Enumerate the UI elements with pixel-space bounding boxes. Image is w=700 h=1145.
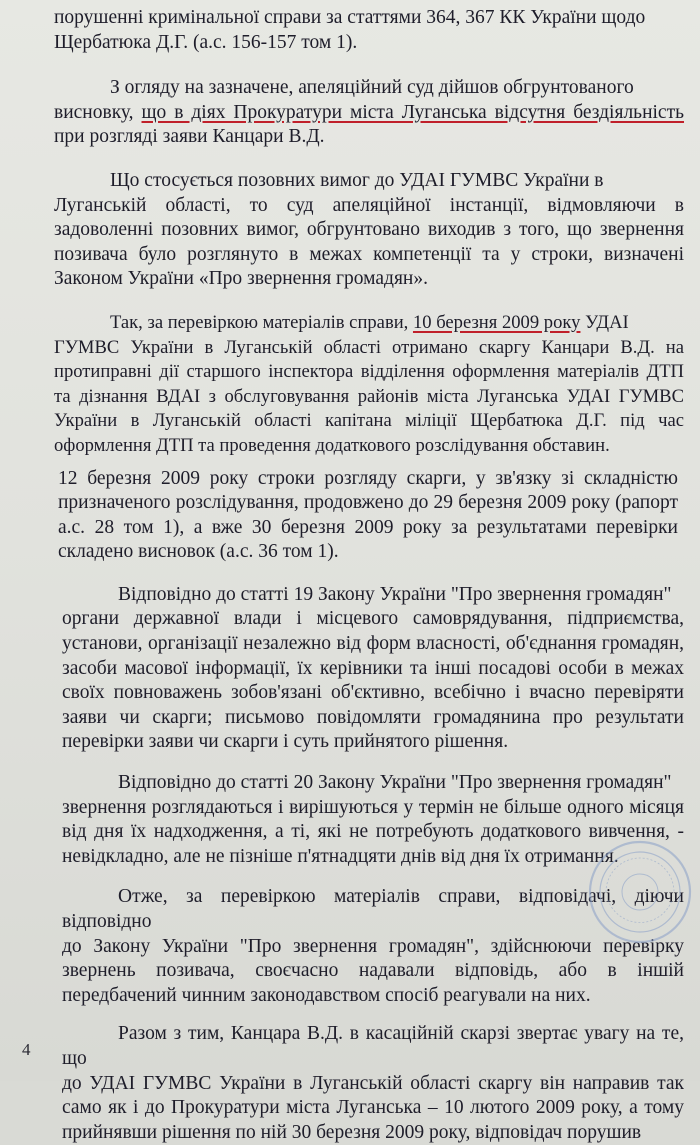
paragraph-body: до УДАІ ГУМВС України в Луганській області скаргу він направив так само як і до Прокуратури міста Луганська – 10 лютого 2009 року, а тому прийнявши рішення по ній 30 березня 2009 року, відповідач порушив <box>62 1072 684 1143</box>
paragraph-article-19 <box>16 583 684 755</box>
paragraph-extension <box>16 467 684 565</box>
paragraph-body: звернення розглядаються і вирішуються у термін не більше одного місяця від дня їх надходження, а ті, які не потребують додаткового вивчення, - невідкладно, але не пізніше п'ятнадцяти днів від дня їх отримання. <box>62 796 684 867</box>
underlined-phrase: що в діях Прокуратури міста Луганська відсутня бездіяльність <box>141 101 684 123</box>
paragraph-verification <box>16 311 684 459</box>
text-line: порушенні кримінальної справи за статтями 364, 367 КК України щодо <box>54 7 646 28</box>
paragraph-first-line <box>54 311 684 336</box>
text-fragment: УДАІ <box>580 311 629 333</box>
paragraph-first-line: Відповідно до статті 20 Закону України "Про звернення громадян" <box>118 772 672 794</box>
paragraph-first-line: Відповідно до статті 19 Закону України "Про звернення громадян" <box>118 583 672 605</box>
text-fragment: Так, за перевіркою матеріалів справи, <box>110 311 413 333</box>
paragraph-first-line: Отже, за перевіркою матеріалів справи, відповідачі, діючи відповідно <box>62 886 684 932</box>
text-line: Щербатюка Д.Г. (а.с. 156-157 том 1). <box>54 31 358 53</box>
text-fragment: при розгляді заяви Канцари В.Д. <box>54 126 325 148</box>
paragraph-first-line: 12 березня 2009 року строки розгляду скарги, у зв'язку зі складністю <box>58 467 678 489</box>
paragraph-therefore <box>16 885 684 1008</box>
paragraph-claims <box>16 169 684 292</box>
paragraph-continuation <box>16 6 684 55</box>
paragraph-body: органи державної влади і місцевого самоврядування, підприємства, установи, організації незалежно від форм власності, об'єднання громадян, засоби масової інформації, їх керівники та інші посадові особи в межах своїх повноважень зобов'язані об'єктивно, всебічно і вчасно перевіряти заяви чи скарги; письмово повідомляти громадянина про результати перевірки заяви чи скарги і суть прийнятого рішення. <box>62 608 684 753</box>
underlined-date: 10 березня 2009 року <box>412 311 581 333</box>
paragraph-body: до Закону України "Про звернення громадян", здійснюючи перевірку звернень позивача, своєчасно надавали відповідь, або в іншій передбачений чинним законодавством спосіб реагували на них. <box>62 935 684 1006</box>
text-fragment: висновку, <box>54 101 142 123</box>
paragraph-body: Луганській області, то суд апеляційної інстанції, відмовляючи в задоволенні позовних вимог, обгрунтовано виходив з того, що звернення позивача було розглянуто в межах компетенції та у строки, визначені Законом України «Про звернення громадян». <box>54 194 684 290</box>
paragraph-first-line: З огляду на зазначене, апеляційний суд дійшов обгрунтованого <box>110 77 634 99</box>
paragraph-first-line: Разом з тим, Канцара В.Д. в касаційній скарзі звертає увагу на те, що <box>62 1023 684 1069</box>
paragraph-first-line: Що стосується позовних вимог до УДАІ ГУМВС України в <box>110 169 604 191</box>
paragraph-body: ГУМВС України в Луганській області отримано скаргу Канцари В.Д. на протиправні дії старшого інспектора відділення оформлення матеріалів ДТП та дізнання ВДАІ з обслуговування районів міста Луганська УДАІ ГУМВС України в Луганській області капітана міліції Щербатюка Д.Г. під час оформлення ДТП та проведення додаткового розслідування обставин. <box>54 336 684 456</box>
page-number: 4 <box>22 1040 31 1059</box>
court-stamp-icon <box>586 838 694 946</box>
paragraph-body: призначеного розслідування, продовжено до 29 березня 2009 року (рапорт а.с. 28 том 1), а вже 30 березня 2009 року за результатами перевірки складено висновок (а.с. 36 том 1). <box>58 492 678 563</box>
paragraph-cassation <box>16 1022 684 1145</box>
paragraph-conclusion <box>16 76 684 150</box>
paragraph-article-20 <box>16 771 684 869</box>
